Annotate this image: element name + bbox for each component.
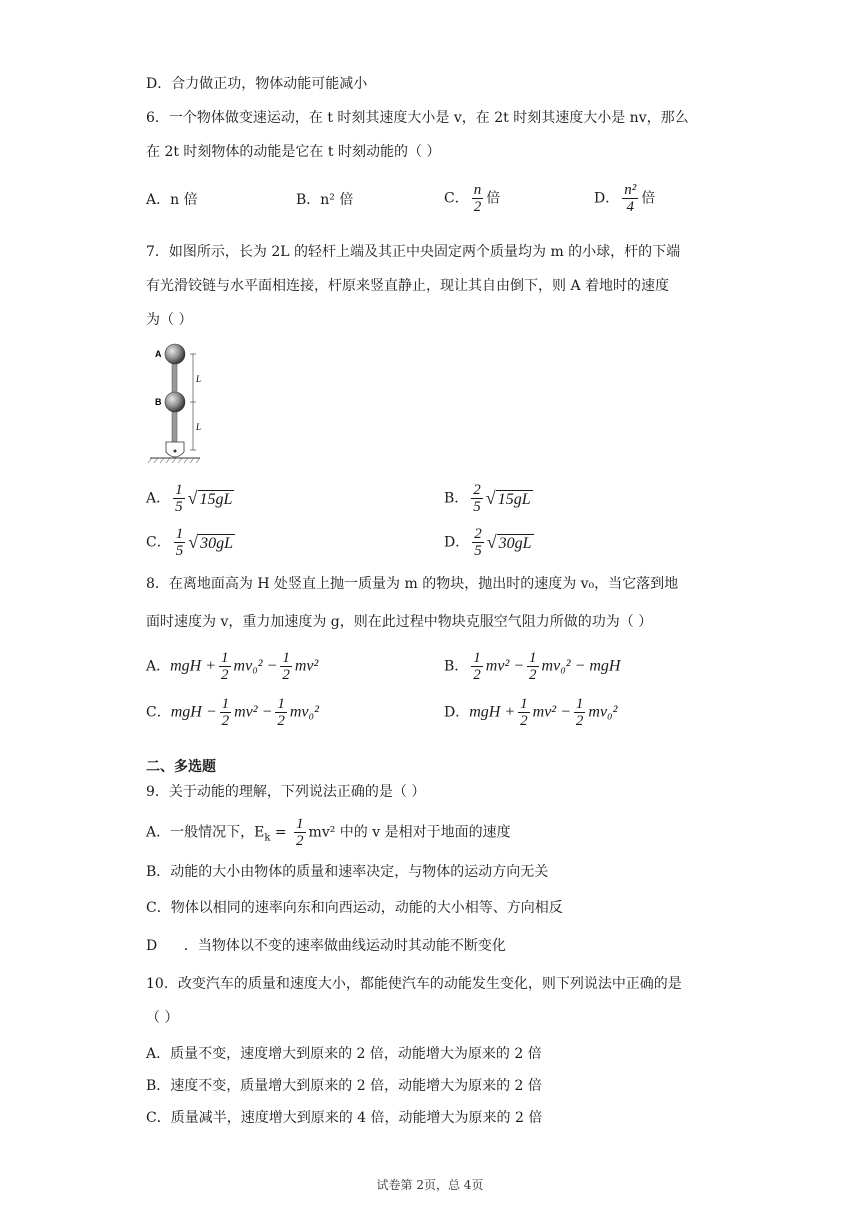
q8-option-a: A．mgH + $\frac{1}{2}$ mv₀² − $\frac{1}{2}$ mv² — [146, 650, 319, 683]
q6-d-label: D． — [594, 190, 620, 207]
fraction: $\frac{1}{5}$ — [175, 526, 184, 559]
rod-balls-figure — [146, 340, 216, 465]
q6-c-label: C． — [444, 190, 469, 207]
q5-option-d: D．合力做正功，物体动能可能减小 — [146, 76, 368, 92]
sqrt: √ 30gL — [188, 532, 234, 552]
q8-option-c: C．mgH − $\frac{1}{2}$ mv² − $\frac{1}{2}$ mv₀² — [146, 696, 319, 729]
q9-option-d: D ．当物体以不变的速率做曲线运动时其动能不断变化 — [146, 938, 506, 954]
fraction: $\frac{1}{2}$ — [282, 650, 290, 683]
fraction: $\frac{1}{2}$ — [473, 650, 481, 683]
fraction: $\frac{1}{2}$ — [296, 816, 304, 849]
q6-option-c: C． $\frac{n}{2}$ 倍 — [444, 182, 501, 215]
q6-option-a: A．n 倍 — [146, 192, 198, 208]
q9-option-b: B．动能的大小由物体的质量和速率决定，与物体的运动方向无关 — [146, 864, 549, 880]
section-heading: 二、多选题 — [146, 759, 216, 775]
q7-stem-line1: 7．如图所示，长为 2L 的轻杆上端及其正中央固定两个质量均为 m 的小球，杆的下端 — [146, 244, 681, 260]
q10-option-a: A．质量不变，速度增大到原来的 2 倍，动能增大为原来的 2 倍 — [146, 1046, 542, 1062]
q8-option-d: D．mgH + $\frac{1}{2}$ mv² − $\frac{1}{2}$ mv₀² — [444, 696, 618, 729]
fig-label-a: A — [155, 349, 162, 359]
fraction: $\frac{1}{2}$ — [529, 650, 537, 683]
q7-option-c: C． $\frac{1}{5}$ √ 30gL — [146, 526, 234, 559]
q7-option-a: A． $\frac{1}{5}$ √ 15gL — [146, 482, 233, 515]
fraction: $\frac{n}{2}$ — [473, 182, 482, 215]
fraction: $\frac{\text{n²}}{4}$ — [624, 182, 637, 215]
fraction: $\frac{1}{5}$ — [175, 482, 183, 515]
q10-option-b: B．速度不变，质量增大到原来的 2 倍，动能增大为原来的 2 倍 — [146, 1078, 542, 1094]
fig-label-l2: L — [196, 422, 202, 432]
q8-stem-line1: 8．在离地面高为 H 处竖直上抛一质量为 m 的物块，抛出时的速度为 v₀，当它落到地 — [146, 576, 679, 592]
q7-stem-line3: 为（ ） — [146, 312, 193, 328]
q10-stem-line2: （ ） — [146, 1010, 179, 1026]
fraction: $\frac{1}{2}$ — [520, 696, 528, 729]
q7-stem-line2: 有光滑铰链与水平面相连接，杆原来竖直静止，现让其自由倒下，则 A 着地时的速度 — [146, 278, 670, 294]
fig-label-b: B — [155, 397, 162, 407]
page-footer: 试卷第 2页，总 4页 — [376, 1178, 484, 1192]
fraction: $\frac{1}{2}$ — [277, 696, 285, 729]
q6-option-b: B．n² 倍 — [296, 192, 354, 208]
q7-option-b: B． $\frac{2}{5}$ √ 15gL — [444, 482, 531, 515]
fraction: $\frac{2}{5}$ — [474, 526, 482, 559]
fraction: $\frac{1}{2}$ — [221, 696, 230, 729]
fraction: $\frac{1}{2}$ — [575, 696, 584, 729]
sqrt: √ 15gL — [485, 488, 531, 508]
sqrt: √ 15gL — [187, 488, 233, 508]
q7-option-d: D． $\frac{2}{5}$ √ 30gL — [444, 526, 532, 559]
q6-stem-line2: 在 2t 时刻物体的动能是它在 t 时刻动能的（ ） — [146, 144, 441, 160]
q6-stem-line1: 6．一个物体做变速运动，在 t 时刻其速度大小是 v，在 2t 时刻其速度大小是 nv，那么 — [146, 110, 689, 126]
q8-option-b: B． $\frac{1}{2}$ mv² − $\frac{1}{2}$ mv₀² − mgH — [444, 650, 621, 683]
q10-option-c: C．质量减半，速度增大到原来的 4 倍，动能增大为原来的 2 倍 — [146, 1110, 543, 1126]
q9-option-a: A．一般情况下，$E_k$ = $\frac{1}{2}$ mv² 中的 v 是相对于地面的速度 — [146, 816, 511, 849]
fraction: $\frac{1}{2}$ — [221, 650, 229, 683]
fig-label-l1: L — [196, 374, 202, 384]
ball-b — [165, 392, 185, 412]
fraction: $\frac{2}{5}$ — [473, 482, 481, 515]
q9-option-c: C．物体以相同的速率向东和向西运动，动能的大小相等、方向相反 — [146, 900, 563, 916]
sqrt: √ 30gL — [486, 532, 532, 552]
q9-stem: 9．关于动能的理解，下列说法正确的是（ ） — [146, 784, 426, 800]
q8-stem-line2: 面时速度为 v，重力加速度为 g，则在此过程中物块克服空气阻力所做的功为（ ） — [146, 614, 653, 630]
ball-a — [165, 344, 185, 364]
q10-stem-line1: 10．改变汽车的质量和速度大小，都能使汽车的动能发生变化，则下列说法中正确的是 — [146, 976, 682, 992]
q6-option-d: D． $\frac{\text{n²}}{4}$ 倍 — [594, 182, 656, 215]
